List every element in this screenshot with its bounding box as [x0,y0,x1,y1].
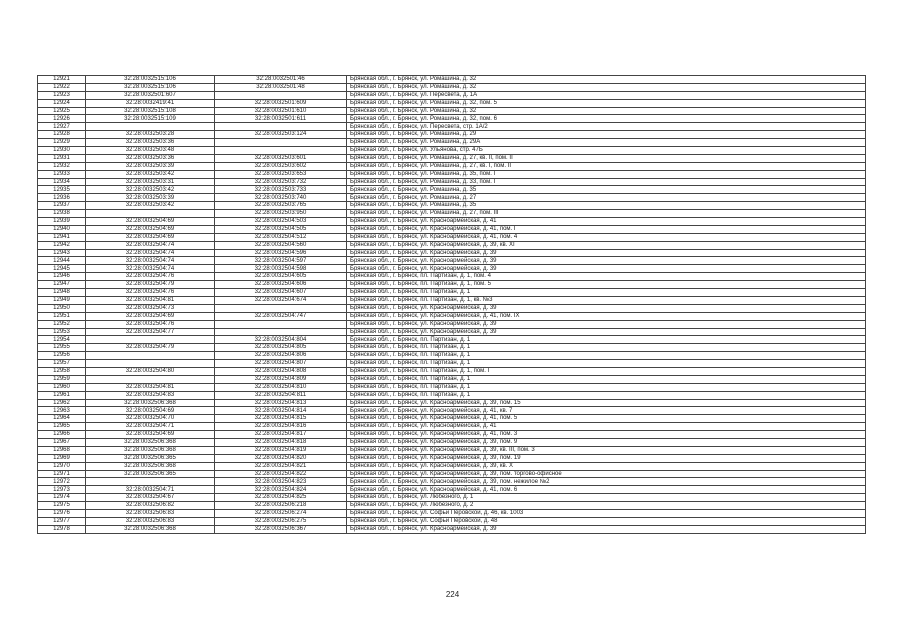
parcel-cadastral-cell: 32:28:0032503:36 [86,139,215,147]
building-cadastral-cell [215,123,347,131]
row-number-cell: 12922 [38,83,86,91]
table-row [38,525,866,533]
building-cadastral-cell: 32:28:0032504:821 [215,462,347,470]
building-cadastral-cell: 32:28:0032504:815 [215,415,347,423]
address-cell: Брянская обл., г. Брянск, пл. Партизан, д. 1 [347,383,866,391]
building-cadastral-cell: 32:28:0032506:275 [215,517,347,525]
building-cadastral-cell: 32:28:0032504:512 [215,233,347,241]
row-number-cell: 12956 [38,352,86,360]
parcel-cadastral-cell: 32:28:0032504:69 [86,431,215,439]
building-cadastral-cell: 32:28:0032503:765 [215,202,347,210]
building-cadastral-cell: 32:28:0032506:274 [215,509,347,517]
address-cell: Брянская обл., г. Брянск, ул. Ромашина, д. 27, пом. III [347,210,866,218]
parcel-cadastral-cell: 32:28:0032503:39 [86,162,215,170]
address-cell: Брянская обл., г. Брянск, пл. Партизан, д. 1 [347,391,866,399]
parcel-cadastral-cell: 32:28:0032504:79 [86,344,215,352]
parcel-cadastral-cell: 32:28:0032506:83 [86,509,215,517]
building-cadastral-cell: 32:28:0032504:808 [215,367,347,375]
parcel-cadastral-cell: 32:28:0032506:82 [86,502,215,510]
building-cadastral-cell: 32:28:0032504:816 [215,423,347,431]
parcel-cadastral-cell [86,210,215,218]
table-row [38,391,866,399]
parcel-cadastral-cell: 32:28:0032506:368 [86,438,215,446]
row-number-cell: 12926 [38,115,86,123]
row-number-cell: 12949 [38,296,86,304]
address-cell: Брянская обл., г. Брянск, ул. Красноармейская, д. 41 [347,423,866,431]
building-cadastral-cell: 32:28:0032504:822 [215,470,347,478]
row-number-cell: 12966 [38,431,86,439]
address-cell: Брянская обл., г. Брянск, ул. Красноармейская, д. 41 [347,218,866,226]
registry-sheet [37,75,865,534]
address-cell: Брянская обл., г. Брянск, ул. Красноармейская, д. 39, пом. нежилое №2 [347,478,866,486]
building-cadastral-cell [215,147,347,155]
row-number-cell: 12947 [38,281,86,289]
table-row [38,375,866,383]
parcel-cadastral-cell: 32:28:0032506:365 [86,454,215,462]
row-number-cell: 12969 [38,454,86,462]
table-row [38,91,866,99]
address-cell: Брянская обл., г. Брянск, ул. Ромашина, д. 35 [347,202,866,210]
parcel-cadastral-cell: 32:28:0032504:79 [86,281,215,289]
table-row [38,438,866,446]
table-row [38,367,866,375]
parcel-cadastral-cell: 32:28:0032504:70 [86,415,215,423]
table-row [38,241,866,249]
address-cell: Брянская обл., г. Брянск, пл. Партизан, д. 1 [347,360,866,368]
row-number-cell: 12937 [38,202,86,210]
table-row [38,502,866,510]
table-row [38,186,866,194]
address-cell: Брянская обл., г. Брянск, ул. Пересвета, стр. 1А/2 [347,123,866,131]
building-cadastral-cell [215,91,347,99]
parcel-cadastral-cell [86,352,215,360]
address-cell: Брянская обл., г. Брянск, пл. Партизан, д. 1, кв. №3 [347,296,866,304]
parcel-cadastral-cell: 32:28:0032504:74 [86,257,215,265]
table-row [38,115,866,123]
table-row [38,273,866,281]
row-number-cell: 12930 [38,147,86,155]
address-cell: Брянская обл., г. Брянск, пл. Партизан, д. 1 [347,336,866,344]
row-number-cell: 12960 [38,383,86,391]
parcel-cadastral-cell: 32:28:0032504:80 [86,367,215,375]
table-row [38,383,866,391]
table-row [38,139,866,147]
building-cadastral-cell: 32:28:0032503:653 [215,170,347,178]
building-cadastral-cell: 32:28:0032504:818 [215,438,347,446]
row-number-cell: 12954 [38,336,86,344]
row-number-cell: 12975 [38,502,86,510]
table-row [38,478,866,486]
building-cadastral-cell: 32:28:0032504:607 [215,289,347,297]
row-number-cell: 12921 [38,76,86,84]
address-cell: Брянская обл., г. Брянск, пл. Партизан, д. 1 [347,289,866,297]
building-cadastral-cell: 32:28:0032504:810 [215,383,347,391]
building-cadastral-cell: 32:28:0032504:596 [215,249,347,257]
building-cadastral-cell [215,304,347,312]
table-row [38,281,866,289]
building-cadastral-cell: 32:28:0032504:606 [215,281,347,289]
building-cadastral-cell: 32:28:0032504:817 [215,431,347,439]
table-row [38,147,866,155]
row-number-cell: 12963 [38,407,86,415]
table-row [38,407,866,415]
parcel-cadastral-cell: 32:28:0032503:36 [86,154,215,162]
building-cadastral-cell: 32:28:0032503:950 [215,210,347,218]
table-row [38,162,866,170]
row-number-cell: 12967 [38,438,86,446]
address-cell: Брянская обл., г. Брянск, ул. Красноармейская, д. 41, пом. 5 [347,415,866,423]
address-cell: Брянская обл., г. Брянск, ул. Ромашина, д. 29А [347,139,866,147]
building-cadastral-cell: 32:28:0032501:611 [215,115,347,123]
row-number-cell: 12927 [38,123,86,131]
building-cadastral-cell: 32:28:0032504:605 [215,273,347,281]
table-row [38,399,866,407]
table-row [38,352,866,360]
address-cell: Брянская обл., г. Брянск, ул. Красноармейская, д. 41, пом. 6 [347,486,866,494]
building-cadastral-cell [215,320,347,328]
table-row [38,76,866,84]
table-row [38,202,866,210]
table-row [38,225,866,233]
building-cadastral-cell: 32:28:0032501:610 [215,107,347,115]
building-cadastral-cell: 32:28:0032504:811 [215,391,347,399]
row-number-cell: 12939 [38,218,86,226]
table-row [38,486,866,494]
address-cell: Брянская обл., г. Брянск, ул. Пересвета, д. 1А [347,91,866,99]
address-cell: Брянская обл., г. Брянск, ул. Красноармейская, д. 39 [347,320,866,328]
row-number-cell: 12951 [38,312,86,320]
address-cell: Брянская обл., г. Брянск, пл. Партизан, д. 1 [347,344,866,352]
table-row [38,344,866,352]
row-number-cell: 12972 [38,478,86,486]
row-number-cell: 12974 [38,494,86,502]
building-cadastral-cell: 32:28:0032504:807 [215,360,347,368]
row-number-cell: 12925 [38,107,86,115]
row-number-cell: 12936 [38,194,86,202]
table-row [38,304,866,312]
table-row [38,99,866,107]
table-row [38,131,866,139]
address-cell: Брянская обл., г. Брянск, ул. Красноармейская, д. 39, пом. 15 [347,399,866,407]
parcel-cadastral-cell: 32:28:0032504:69 [86,407,215,415]
parcel-cadastral-cell: 32:28:0032506:365 [86,470,215,478]
address-cell: Брянская обл., г. Брянск, ул. Красноармейская, д. 39, кв. XI [347,241,866,249]
parcel-cadastral-cell [86,336,215,344]
row-number-cell: 12964 [38,415,86,423]
building-cadastral-cell: 32:28:0032504:503 [215,218,347,226]
address-cell: Брянская обл., г. Брянск, ул. Красноармейская, д. 39 [347,257,866,265]
table-row [38,423,866,431]
table-row [38,210,866,218]
building-cadastral-cell: 32:28:0032506:367 [215,525,347,533]
parcel-cadastral-cell: 32:28:0032506:368 [86,525,215,533]
building-cadastral-cell: 32:28:0032504:598 [215,265,347,273]
table-row [38,83,866,91]
building-cadastral-cell: 32:28:0032504:674 [215,296,347,304]
address-cell: Брянская обл., г. Брянск, ул. Ромашина, д. 32 [347,83,866,91]
row-number-cell: 12942 [38,241,86,249]
address-cell: Брянская обл., г. Брянск, ул. Ромашина, д. 32, пом. 5 [347,99,866,107]
table-row [38,107,866,115]
building-cadastral-cell: 32:28:0032506:218 [215,502,347,510]
row-number-cell: 12961 [38,391,86,399]
building-cadastral-cell: 32:28:0032504:804 [215,336,347,344]
row-number-cell: 12923 [38,91,86,99]
table-row [38,289,866,297]
table-row [38,296,866,304]
table-row [38,233,866,241]
building-cadastral-cell: 32:28:0032503:740 [215,194,347,202]
row-number-cell: 12933 [38,170,86,178]
table-row [38,454,866,462]
row-number-cell: 12944 [38,257,86,265]
row-number-cell: 12924 [38,99,86,107]
row-number-cell: 12929 [38,139,86,147]
parcel-cadastral-cell [86,478,215,486]
table-row [38,312,866,320]
address-cell: Брянская обл., г. Брянск, ул. Красноармейская, д. 39 [347,328,866,336]
parcel-cadastral-cell: 32:28:0032503:42 [86,170,215,178]
table-row [38,194,866,202]
building-cadastral-cell: 32:28:0032504:597 [215,257,347,265]
parcel-cadastral-cell: 32:28:0032504:81 [86,383,215,391]
parcel-cadastral-cell: 32:28:0032515:109 [86,115,215,123]
building-cadastral-cell [215,139,347,147]
building-cadastral-cell: 32:28:0032501:48 [215,83,347,91]
building-cadastral-cell: 32:28:0032504:820 [215,454,347,462]
parcel-cadastral-cell [86,123,215,131]
address-cell: Брянская обл., г. Брянск, ул. Ромашина, д. 29 [347,131,866,139]
address-cell: Брянская обл., г. Брянск, ул. Софьи Перовской, д. 46, кв. 1003 [347,509,866,517]
parcel-cadastral-cell: 32:28:0032515:106 [86,76,215,84]
parcel-cadastral-cell: 32:28:0032503:28 [86,131,215,139]
building-cadastral-cell: 32:28:0032504:809 [215,375,347,383]
table-row [38,517,866,525]
building-cadastral-cell: 32:28:0032504:825 [215,494,347,502]
building-cadastral-cell: 32:28:0032503:602 [215,162,347,170]
table-row [38,509,866,517]
building-cadastral-cell: 32:28:0032504:814 [215,407,347,415]
parcel-cadastral-cell: 32:28:0032504:73 [86,304,215,312]
parcel-cadastral-cell: 32:28:0032503:39 [86,194,215,202]
row-number-cell: 12957 [38,360,86,368]
row-number-cell: 12971 [38,470,86,478]
table-row [38,431,866,439]
address-cell: Брянская обл., г. Брянск, ул. Красноармейская, д. 41, пом. 3 [347,431,866,439]
parcel-cadastral-cell: 32:28:0032504:71 [86,423,215,431]
parcel-cadastral-cell: 32:28:0032503:42 [86,186,215,194]
building-cadastral-cell: 32:28:0032504:824 [215,486,347,494]
row-number-cell: 12940 [38,225,86,233]
row-number-cell: 12955 [38,344,86,352]
address-cell: Брянская обл., г. Брянск, ул. Красноармейская, д. 39, кв. III, пом. 3 [347,446,866,454]
address-cell: Брянская обл., г. Брянск, пл. Партизан, д. 1 [347,375,866,383]
address-cell: Брянская обл., г. Брянск, ул. Ромашина, д. 27, кв. II, пом. II [347,154,866,162]
row-number-cell: 12948 [38,289,86,297]
address-cell: Брянская обл., г. Брянск, ул. Ромашина, д. 27 [347,194,866,202]
parcel-cadastral-cell: 32:28:0032504:76 [86,320,215,328]
building-cadastral-cell: 32:28:0032504:560 [215,241,347,249]
table-row [38,249,866,257]
row-number-cell: 12943 [38,249,86,257]
address-cell: Брянская обл., г. Брянск, ул. Ромашина, д. 27, кв. I, пом. II [347,162,866,170]
row-number-cell: 12973 [38,486,86,494]
address-cell: Брянская обл., г. Брянск, ул. Ульянова, стр. 47Б [347,147,866,155]
row-number-cell: 12978 [38,525,86,533]
address-cell: Брянская обл., г. Брянск, ул. Красноармейская, д. 39 [347,249,866,257]
page-number: 224 [445,590,460,599]
row-number-cell: 12932 [38,162,86,170]
table-row [38,170,866,178]
parcel-cadastral-cell: 32:28:0032504:67 [86,494,215,502]
table-row [38,494,866,502]
address-cell: Брянская обл., г. Брянск, ул. Красноармейская, д. 39 [347,525,866,533]
address-cell: Брянская обл., г. Брянск, ул. Любезного, д. 1 [347,494,866,502]
building-cadastral-cell: 32:28:0032501:46 [215,76,347,84]
row-number-cell: 12977 [38,517,86,525]
address-cell: Брянская обл., г. Брянск, ул. Красноармейская, д. 39, пом. 9 [347,438,866,446]
row-number-cell: 12968 [38,446,86,454]
registry-table-body [38,76,866,534]
parcel-cadastral-cell: 32:28:0032504:77 [86,328,215,336]
row-number-cell: 12941 [38,233,86,241]
address-cell: Брянская обл., г. Брянск, ул. Красноармейская, д. 41, пом. I [347,225,866,233]
parcel-cadastral-cell [86,360,215,368]
parcel-cadastral-cell: 32:28:0032504:81 [86,296,215,304]
address-cell: Брянская обл., г. Брянск, пл. Партизан, д. 1, пом. 4 [347,273,866,281]
building-cadastral-cell: 32:28:0032504:813 [215,399,347,407]
parcel-cadastral-cell: 32:28:0032515:108 [86,107,215,115]
address-cell: Брянская обл., г. Брянск, ул. Красноармейская, д. 39 [347,265,866,273]
row-number-cell: 12970 [38,462,86,470]
address-cell: Брянская обл., г. Брянск, ул. Красноармейская, д. 41, пом. 4 [347,233,866,241]
parcel-cadastral-cell: 32:28:0032504:69 [86,312,215,320]
parcel-cadastral-cell: 32:28:0032504:69 [86,218,215,226]
parcel-cadastral-cell: 32:28:0032506:368 [86,462,215,470]
parcel-cadastral-cell: 32:28:0032419:41 [86,99,215,107]
row-number-cell: 12934 [38,178,86,186]
building-cadastral-cell: 32:28:0032504:805 [215,344,347,352]
building-cadastral-cell: 32:28:0032504:505 [215,225,347,233]
table-row [38,123,866,131]
table-row [38,415,866,423]
address-cell: Брянская обл., г. Брянск, ул. Ромашина, д. 32 [347,107,866,115]
address-cell: Брянская обл., г. Брянск, ул. Красноармейская, д. 39 [347,304,866,312]
address-cell: Брянская обл., г. Брянск, ул. Софьи Перовской, д. 48 [347,517,866,525]
table-row [38,336,866,344]
address-cell: Брянская обл., г. Брянск, ул. Красноармейская, д. 39, кв. X [347,462,866,470]
address-cell: Брянская обл., г. Брянск, ул. Ромашина, д. 32 [347,76,866,84]
building-cadastral-cell: 32:28:0032504:747 [215,312,347,320]
address-cell: Брянская обл., г. Брянск, ул. Ромашина, д. 35 [347,186,866,194]
row-number-cell: 12950 [38,304,86,312]
address-cell: Брянская обл., г. Брянск, пл. Партизан, д. 1, пом. I [347,367,866,375]
parcel-cadastral-cell: 32:28:0032504:83 [86,391,215,399]
table-row [38,320,866,328]
row-number-cell: 12945 [38,265,86,273]
address-cell: Брянская обл., г. Брянск, пл. Партизан, д. 1, пом. 5 [347,281,866,289]
table-row [38,470,866,478]
row-number-cell: 12959 [38,375,86,383]
building-cadastral-cell: 32:28:0032503:601 [215,154,347,162]
row-number-cell: 12965 [38,423,86,431]
parcel-cadastral-cell: 32:28:0032504:74 [86,249,215,257]
building-cadastral-cell: 32:28:0032503:733 [215,186,347,194]
table-row [38,218,866,226]
address-cell: Брянская обл., г. Брянск, ул. Ромашина, д. 33, пом. I [347,178,866,186]
address-cell: Брянская обл., г. Брянск, пл. Партизан, д. 1 [347,352,866,360]
parcel-cadastral-cell: 32:28:0032504:76 [86,273,215,281]
building-cadastral-cell: 32:28:0032501:609 [215,99,347,107]
parcel-cadastral-cell: 32:28:0032504:74 [86,265,215,273]
parcel-cadastral-cell: 32:28:0032503:42 [86,202,215,210]
table-row [38,257,866,265]
row-number-cell: 12953 [38,328,86,336]
address-cell: Брянская обл., г. Брянск, ул. Любезного, д. 2 [347,502,866,510]
table-row [38,328,866,336]
row-number-cell: 12935 [38,186,86,194]
building-cadastral-cell: 32:28:0032504:819 [215,446,347,454]
parcel-cadastral-cell [86,375,215,383]
table-row [38,462,866,470]
address-cell: Брянская обл., г. Брянск, ул. Красноармейская, д. 41, пом. IX [347,312,866,320]
parcel-cadastral-cell: 32:28:0032503:31 [86,178,215,186]
parcel-cadastral-cell: 32:28:0032504:69 [86,225,215,233]
table-row [38,154,866,162]
row-number-cell: 12962 [38,399,86,407]
table-row [38,360,866,368]
building-cadastral-cell: 32:28:0032504:823 [215,478,347,486]
building-cadastral-cell: 32:28:0032503:732 [215,178,347,186]
address-cell: Брянская обл., г. Брянск, ул. Ромашина, д. 32, пом. 6 [347,115,866,123]
row-number-cell: 12958 [38,367,86,375]
address-cell: Брянская обл., г. Брянск, ул. Красноармейская, д. 39, пом. торгово-офисное [347,470,866,478]
row-number-cell: 12938 [38,210,86,218]
parcel-cadastral-cell: 32:28:0032506:368 [86,446,215,454]
parcel-cadastral-cell: 32:28:0032504:71 [86,486,215,494]
parcel-cadastral-cell: 32:28:0032506:83 [86,517,215,525]
table-row [38,446,866,454]
parcel-cadastral-cell: 32:28:0032504:76 [86,289,215,297]
row-number-cell: 12928 [38,131,86,139]
table-row [38,265,866,273]
building-cadastral-cell: 32:28:0032503:124 [215,131,347,139]
address-cell: Брянская обл., г. Брянск, ул. Красноармейская, д. 41, кв. 7 [347,407,866,415]
parcel-cadastral-cell: 32:28:0032506:368 [86,399,215,407]
parcel-cadastral-cell: 32:28:0032504:74 [86,241,215,249]
parcel-cadastral-cell: 32:28:0032503:48 [86,147,215,155]
registry-table [37,75,866,534]
parcel-cadastral-cell: 32:28:0032515:106 [86,83,215,91]
table-row [38,178,866,186]
row-number-cell: 12931 [38,154,86,162]
row-number-cell: 12946 [38,273,86,281]
address-cell: Брянская обл., г. Брянск, ул. Ромашина, д. 35, пом. I [347,170,866,178]
row-number-cell: 12952 [38,320,86,328]
building-cadastral-cell: 32:28:0032504:806 [215,352,347,360]
building-cadastral-cell [215,328,347,336]
address-cell: Брянская обл., г. Брянск, ул. Красноармейская, д. 39, пом. 19 [347,454,866,462]
parcel-cadastral-cell: 32:28:0032501:607 [86,91,215,99]
row-number-cell: 12976 [38,509,86,517]
parcel-cadastral-cell: 32:28:0032504:69 [86,233,215,241]
